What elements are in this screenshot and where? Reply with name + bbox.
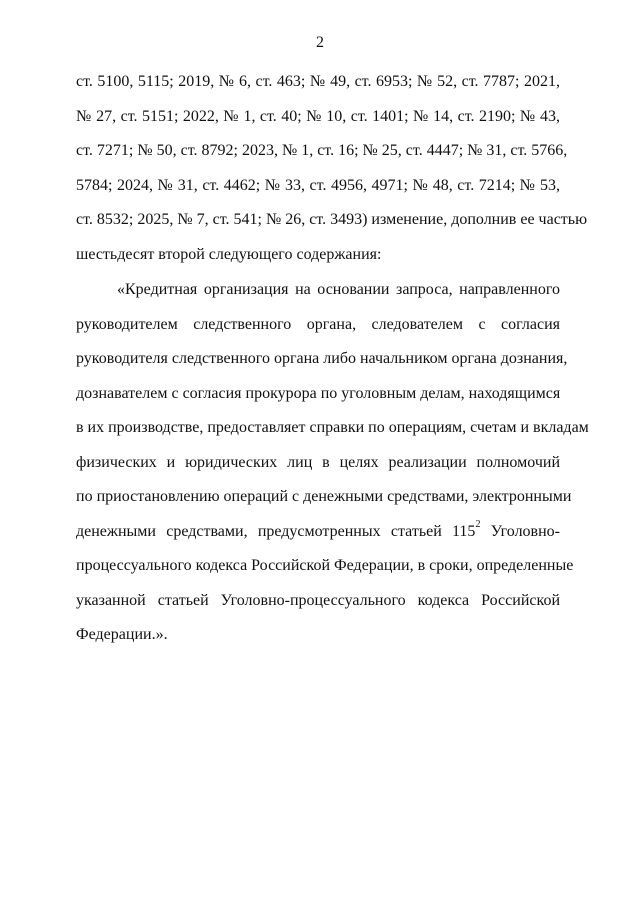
text-fragment: Уголовно- [480,522,560,540]
text-line: ст. 7271; № 50, ст. 8792; 2023, № 1, ст. 16; № 25, ст. 4447; № 31, ст. 5766, [76,142,568,159]
text-line: Федерации.». [76,626,168,643]
text-line: шестьдесят второй следующего содержания: [76,245,382,263]
text-line: ст. 5100, 5115; 2019, № 6, ст. 463; № 49, ст. 6953; № 52, ст. 7787; 2021, [76,73,560,90]
text-line: указанной статьей Уголовно-процессуального кодекса Российской [76,591,560,609]
text-line: по приостановлению операций с денежными средствами, электронными [76,488,572,505]
paragraph-amendment-text [76,273,589,653]
text-line: ст. 8532; 2025, № 7, ст. 541; № 26, ст. 3493) изменение, дополнив ее частью [76,211,588,228]
text-line: в их производстве, предоставляет справки по операциям, счетам и вкладам [76,419,589,436]
text-line: 5784; 2024, № 31, ст. 4462; № 33, ст. 4956, 4971; № 48, ст. 7214; № 53, [76,176,560,194]
page-number: 2 [316,34,324,51]
text-line: дознавателем с согласия прокурора по уголовным делам, находящимся [76,384,561,402]
text-line: № 27, ст. 5151; 2022, № 1, ст. 40; № 10, ст. 1401; № 14, ст. 2190; № 43, [76,107,560,125]
text-line: руководителя следственного органа либо начальником органа дознания, [76,350,568,367]
text-line: процессуального кодекса Российской Федерации, в сроки, определенные [76,557,574,574]
text-line-with-superscript [76,515,560,550]
text-line: физических и юридических лиц в целях реализации полномочий [76,453,560,471]
paragraph-citations [76,65,588,272]
text-line: «Кредитная организация на основании запроса, направленного [117,281,560,298]
text-line: руководителем следственного органа, следователем с согласия [76,315,560,333]
article-superscript: 2 [475,519,481,531]
text-fragment: денежными средствами, предусмотренных статьей 115 [76,522,476,540]
